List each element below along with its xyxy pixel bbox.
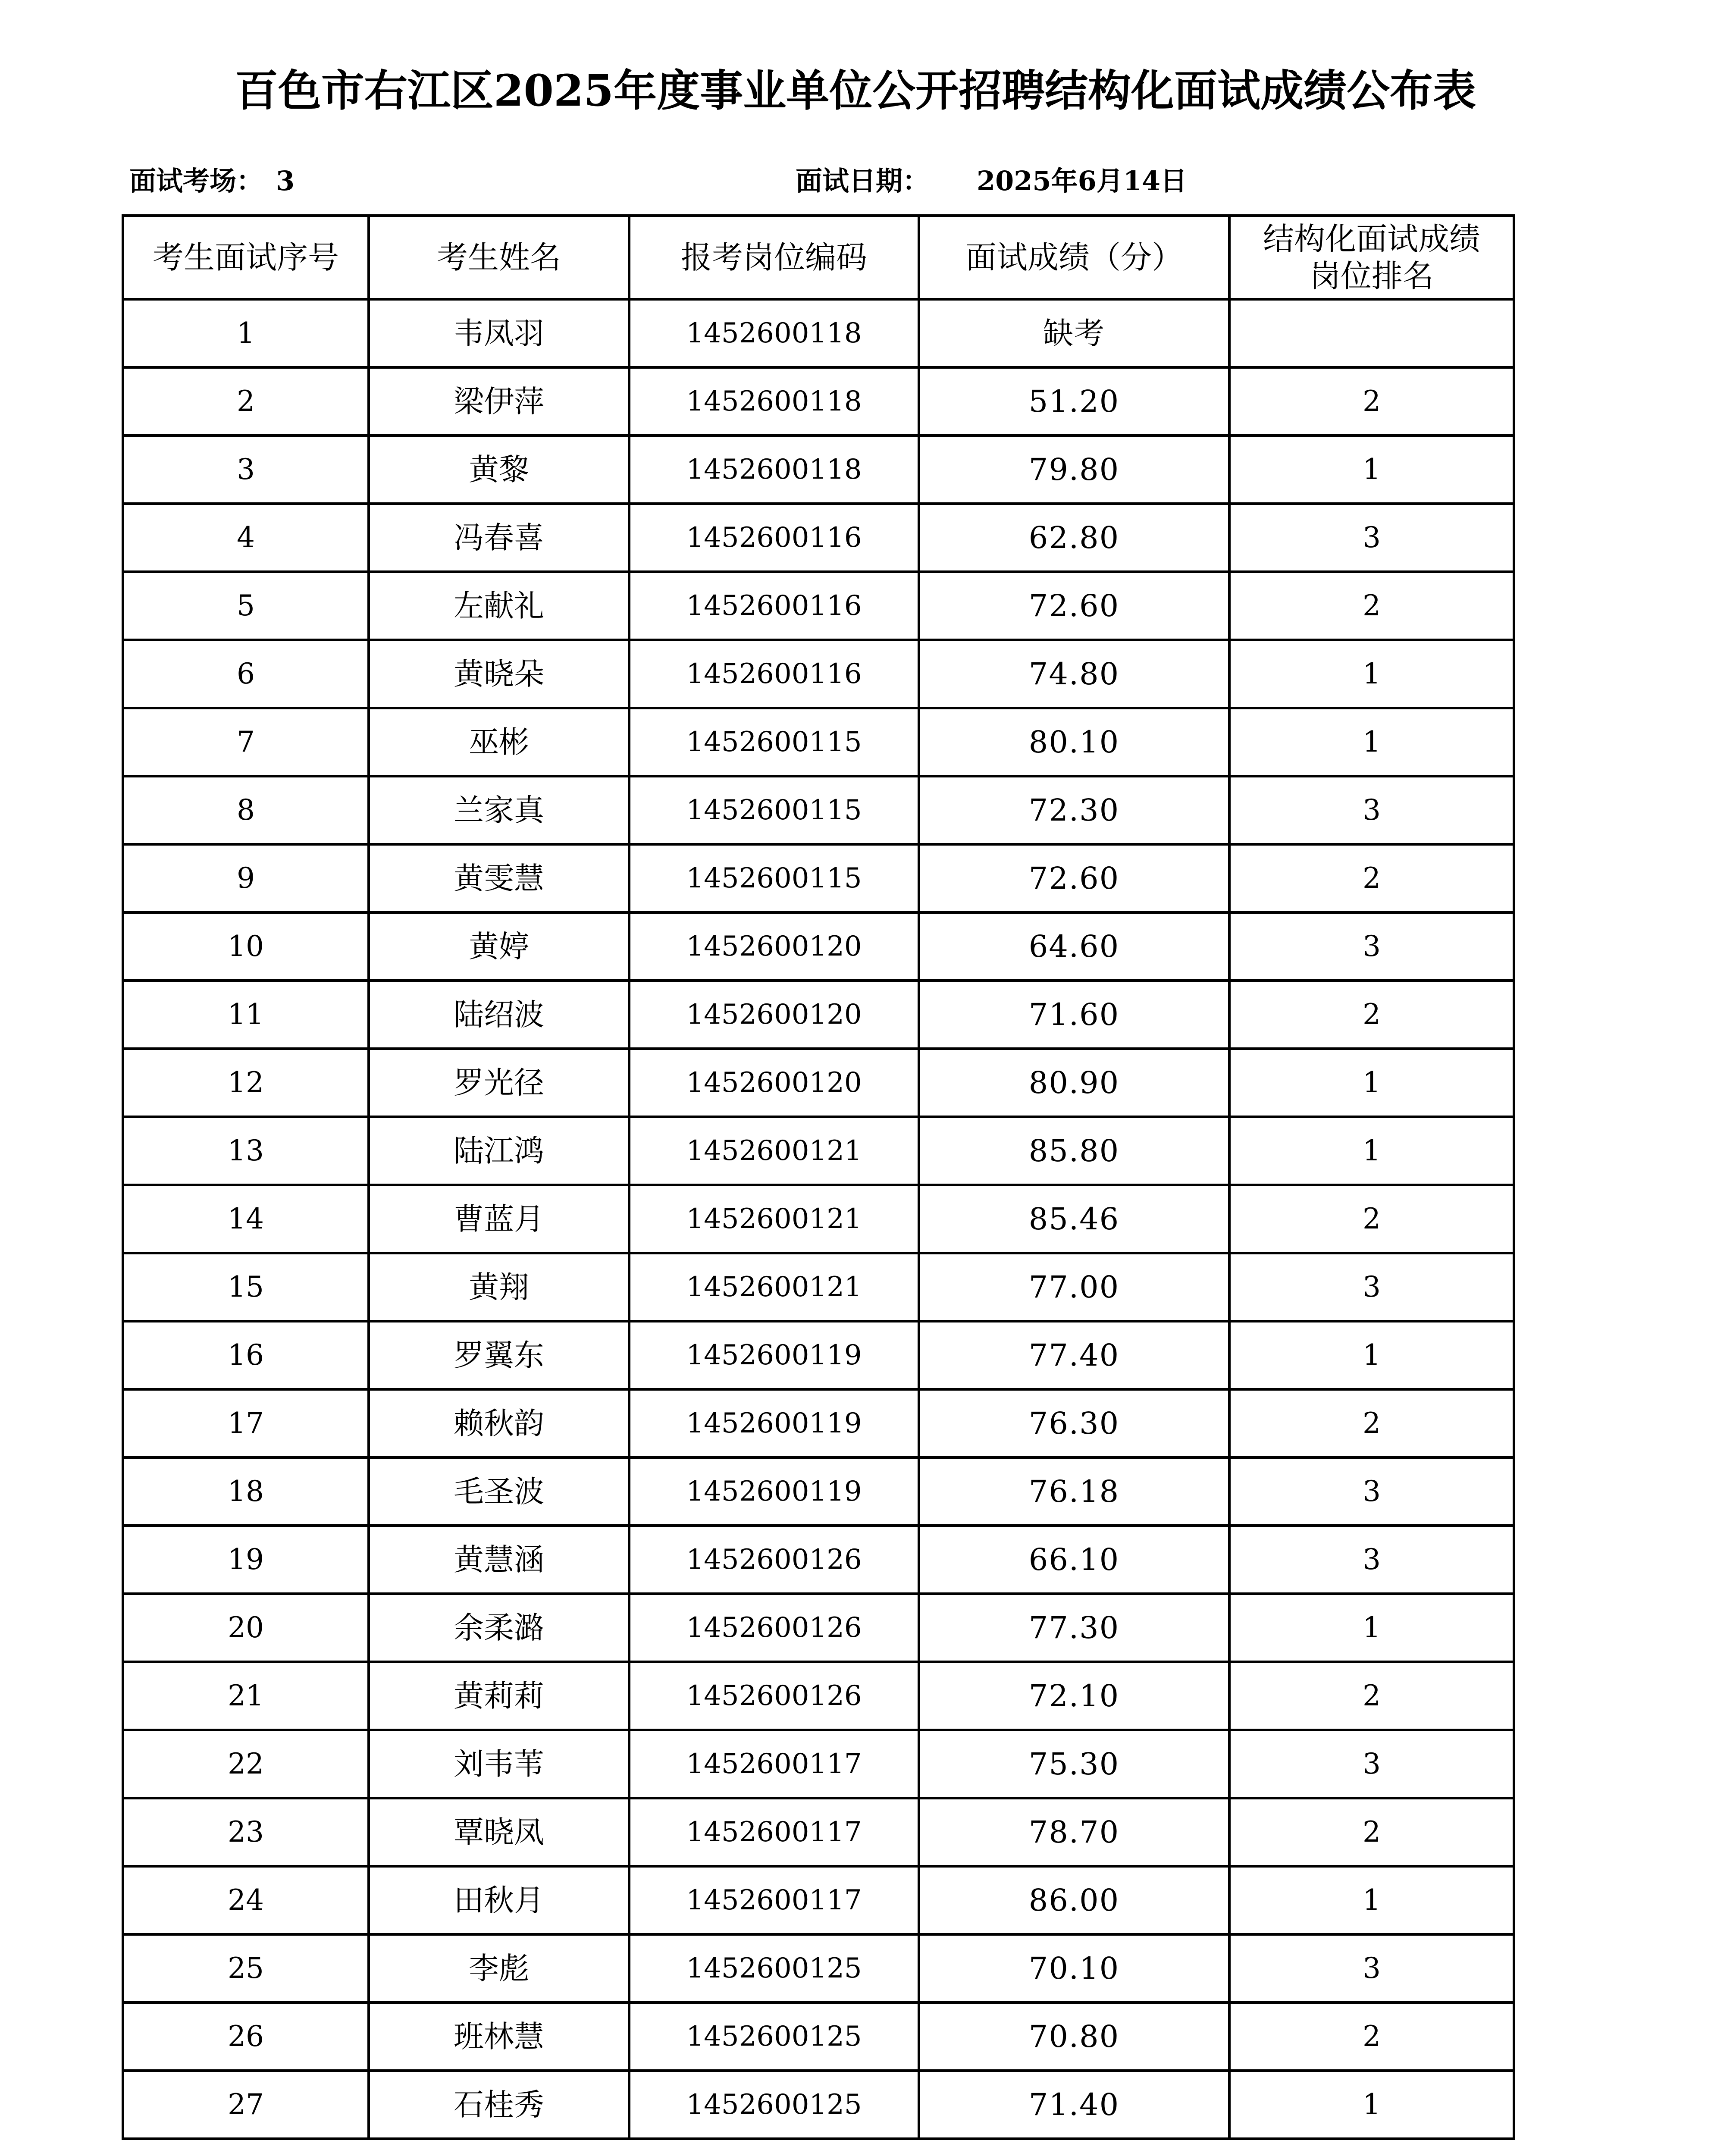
- cell-name: 兰家真: [369, 776, 629, 844]
- table-row: [123, 436, 1514, 504]
- cell-score: 72.60: [919, 572, 1229, 640]
- cell-score: 76.30: [919, 1389, 1229, 1457]
- cell-position-code: 1452600118: [629, 299, 919, 367]
- cell-score: 85.80: [919, 1117, 1229, 1185]
- cell-rank: 1: [1229, 1321, 1514, 1389]
- cell-name: 巫彬: [369, 708, 629, 776]
- cell-position-code: 1452600116: [629, 640, 919, 708]
- cell-score: 64.60: [919, 912, 1229, 981]
- cell-rank: 1: [1229, 708, 1514, 776]
- cell-rank: 3: [1229, 1730, 1514, 1798]
- cell-seq: 1: [123, 299, 369, 367]
- cell-name: 覃晓凤: [369, 1798, 629, 1866]
- cell-rank: 2: [1229, 2002, 1514, 2071]
- cell-score: 72.10: [919, 1662, 1229, 1730]
- cell-position-code: 1452600126: [629, 1526, 919, 1594]
- cell-seq: 8: [123, 776, 369, 844]
- cell-score: 77.40: [919, 1321, 1229, 1389]
- cell-seq: 18: [123, 1457, 369, 1526]
- table-row: [123, 1934, 1514, 2002]
- table-row: [123, 1253, 1514, 1321]
- cell-score: 79.80: [919, 436, 1229, 504]
- cell-position-code: 1452600119: [629, 1457, 919, 1526]
- cell-rank: 1: [1229, 2071, 1514, 2139]
- table-row: [123, 844, 1514, 912]
- table-row: [123, 640, 1514, 708]
- cell-position-code: 1452600121: [629, 1185, 919, 1253]
- header-name: 考生姓名: [369, 216, 629, 299]
- cell-score: 71.60: [919, 981, 1229, 1049]
- table-row: [123, 1321, 1514, 1389]
- cell-position-code: 1452600115: [629, 776, 919, 844]
- cell-seq: 10: [123, 912, 369, 981]
- table-row: [123, 1457, 1514, 1526]
- cell-seq: 11: [123, 981, 369, 1049]
- cell-name: 冯春喜: [369, 504, 629, 572]
- cell-seq: 22: [123, 1730, 369, 1798]
- cell-seq: 23: [123, 1798, 369, 1866]
- cell-position-code: 1452600117: [629, 1798, 919, 1866]
- cell-rank: 1: [1229, 1117, 1514, 1185]
- cell-seq: 12: [123, 1049, 369, 1117]
- cell-name: 余柔潞: [369, 1594, 629, 1662]
- table-row: [123, 981, 1514, 1049]
- cell-position-code: 1452600120: [629, 981, 919, 1049]
- header-rank-line2: 岗位排名: [1309, 258, 1434, 294]
- table-row: [123, 367, 1514, 436]
- cell-score: 77.00: [919, 1253, 1229, 1321]
- header-score: 面试成绩（分）: [919, 216, 1229, 299]
- cell-name: 左献礼: [369, 572, 629, 640]
- score-table: [122, 214, 1515, 2140]
- venue-info: [129, 162, 295, 201]
- cell-name: 黄黎: [369, 436, 629, 504]
- cell-seq: 19: [123, 1526, 369, 1594]
- table-row: [123, 1117, 1514, 1185]
- cell-rank: 1: [1229, 436, 1514, 504]
- cell-position-code: 1452600126: [629, 1594, 919, 1662]
- table-row: [123, 1389, 1514, 1457]
- cell-rank: 3: [1229, 504, 1514, 572]
- cell-score: 75.30: [919, 1730, 1229, 1798]
- cell-seq: 26: [123, 2002, 369, 2071]
- header-rank-line1: 结构化面试成绩: [1263, 221, 1480, 257]
- cell-seq: 4: [123, 504, 369, 572]
- cell-position-code: 1452600121: [629, 1253, 919, 1321]
- table-row: [123, 1526, 1514, 1594]
- cell-rank: 1: [1229, 640, 1514, 708]
- cell-position-code: 1452600125: [629, 1934, 919, 2002]
- cell-score: 80.10: [919, 708, 1229, 776]
- cell-score: 72.30: [919, 776, 1229, 844]
- venue-value: 3: [276, 165, 295, 197]
- date-label: 面试日期：: [796, 165, 930, 197]
- cell-score: 86.00: [919, 1866, 1229, 1934]
- cell-position-code: 1452600120: [629, 1049, 919, 1117]
- table-row: [123, 1662, 1514, 1730]
- date-value: 2025年6月14日: [977, 165, 1187, 197]
- cell-name: 赖秋韵: [369, 1389, 629, 1457]
- cell-rank: 3: [1229, 1253, 1514, 1321]
- cell-score: 74.80: [919, 640, 1229, 708]
- cell-score: 62.80: [919, 504, 1229, 572]
- cell-position-code: 1452600118: [629, 436, 919, 504]
- cell-rank: 2: [1229, 844, 1514, 912]
- table-row: [123, 504, 1514, 572]
- cell-position-code: 1452600115: [629, 844, 919, 912]
- cell-position-code: 1452600126: [629, 1662, 919, 1730]
- cell-rank: 2: [1229, 1389, 1514, 1457]
- table-row: [123, 2071, 1514, 2139]
- cell-seq: 25: [123, 1934, 369, 2002]
- cell-position-code: 1452600115: [629, 708, 919, 776]
- cell-position-code: 1452600116: [629, 572, 919, 640]
- cell-name: 毛圣波: [369, 1457, 629, 1526]
- cell-seq: 9: [123, 844, 369, 912]
- page-title: 百色市右江区2025年度事业单位公开招聘结构化面试成绩公布表: [235, 65, 1476, 116]
- cell-score: 70.80: [919, 2002, 1229, 2071]
- cell-position-code: 1452600119: [629, 1321, 919, 1389]
- table-row: [123, 708, 1514, 776]
- cell-seq: 16: [123, 1321, 369, 1389]
- cell-score: 76.18: [919, 1457, 1229, 1526]
- cell-position-code: 1452600125: [629, 2071, 919, 2139]
- cell-name: 罗光径: [369, 1049, 629, 1117]
- table-row: [123, 1866, 1514, 1934]
- cell-position-code: 1452600120: [629, 912, 919, 981]
- date-info: [796, 162, 1187, 201]
- venue-label: 面试考场：: [129, 165, 263, 197]
- cell-seq: 2: [123, 367, 369, 436]
- cell-seq: 15: [123, 1253, 369, 1321]
- cell-position-code: 1452600125: [629, 2002, 919, 2071]
- table-row: [123, 2002, 1514, 2071]
- table-row: [123, 299, 1514, 367]
- cell-rank: 2: [1229, 1185, 1514, 1253]
- header-position-code: 报考岗位编码: [629, 216, 919, 299]
- cell-seq: 7: [123, 708, 369, 776]
- cell-score: 66.10: [919, 1526, 1229, 1594]
- cell-rank: 3: [1229, 1457, 1514, 1526]
- cell-score: 缺考: [919, 299, 1229, 367]
- cell-name: 韦凤羽: [369, 299, 629, 367]
- cell-rank: 3: [1229, 912, 1514, 981]
- header-seq: 考生面试序号: [123, 216, 369, 299]
- cell-rank: 1: [1229, 1594, 1514, 1662]
- cell-score: 80.90: [919, 1049, 1229, 1117]
- cell-rank: 2: [1229, 572, 1514, 640]
- table-row: [123, 1798, 1514, 1866]
- cell-seq: 14: [123, 1185, 369, 1253]
- header-row: [123, 216, 1514, 299]
- cell-score: 70.10: [919, 1934, 1229, 2002]
- cell-name: 黄慧涵: [369, 1526, 629, 1594]
- cell-seq: 3: [123, 436, 369, 504]
- cell-name: 黄莉莉: [369, 1662, 629, 1730]
- table-row: [123, 1049, 1514, 1117]
- cell-seq: 27: [123, 2071, 369, 2139]
- cell-score: 51.20: [919, 367, 1229, 436]
- cell-seq: 24: [123, 1866, 369, 1934]
- cell-rank: 1: [1229, 1866, 1514, 1934]
- cell-name: 刘韦苇: [369, 1730, 629, 1798]
- cell-rank: 1: [1229, 1049, 1514, 1117]
- table-row: [123, 776, 1514, 844]
- cell-name: 黄晓朵: [369, 640, 629, 708]
- cell-position-code: 1452600118: [629, 367, 919, 436]
- table-row: [123, 1730, 1514, 1798]
- cell-name: 石桂秀: [369, 2071, 629, 2139]
- cell-name: 梁伊萍: [369, 367, 629, 436]
- cell-name: 陆江鸿: [369, 1117, 629, 1185]
- cell-score: 78.70: [919, 1798, 1229, 1866]
- cell-rank: [1229, 299, 1514, 367]
- cell-seq: 20: [123, 1594, 369, 1662]
- cell-rank: 2: [1229, 367, 1514, 436]
- cell-name: 黄婷: [369, 912, 629, 981]
- cell-name: 李彪: [369, 1934, 629, 2002]
- cell-name: 黄雯慧: [369, 844, 629, 912]
- table-row: [123, 572, 1514, 640]
- cell-seq: 6: [123, 640, 369, 708]
- cell-rank: 3: [1229, 776, 1514, 844]
- cell-rank: 3: [1229, 1934, 1514, 2002]
- header-rank: [1229, 216, 1514, 299]
- cell-position-code: 1452600117: [629, 1730, 919, 1798]
- cell-score: 72.60: [919, 844, 1229, 912]
- cell-position-code: 1452600116: [629, 504, 919, 572]
- table-row: [123, 1594, 1514, 1662]
- cell-seq: 17: [123, 1389, 369, 1457]
- cell-score: 77.30: [919, 1594, 1229, 1662]
- cell-score: 85.46: [919, 1185, 1229, 1253]
- cell-seq: 21: [123, 1662, 369, 1730]
- score-table-header: [123, 216, 1514, 299]
- cell-rank: 2: [1229, 1798, 1514, 1866]
- cell-name: 陆绍波: [369, 981, 629, 1049]
- cell-rank: 3: [1229, 1526, 1514, 1594]
- cell-rank: 2: [1229, 981, 1514, 1049]
- cell-name: 黄翔: [369, 1253, 629, 1321]
- cell-rank: 2: [1229, 1662, 1514, 1730]
- cell-position-code: 1452600117: [629, 1866, 919, 1934]
- cell-position-code: 1452600119: [629, 1389, 919, 1457]
- cell-name: 罗翼东: [369, 1321, 629, 1389]
- table-row: [123, 1185, 1514, 1253]
- score-table-body: [123, 299, 1514, 2139]
- cell-seq: 13: [123, 1117, 369, 1185]
- table-row: [123, 912, 1514, 981]
- cell-name: 田秋月: [369, 1866, 629, 1934]
- cell-score: 71.40: [919, 2071, 1229, 2139]
- cell-name: 班林慧: [369, 2002, 629, 2071]
- cell-position-code: 1452600121: [629, 1117, 919, 1185]
- cell-seq: 5: [123, 572, 369, 640]
- cell-name: 曹蓝月: [369, 1185, 629, 1253]
